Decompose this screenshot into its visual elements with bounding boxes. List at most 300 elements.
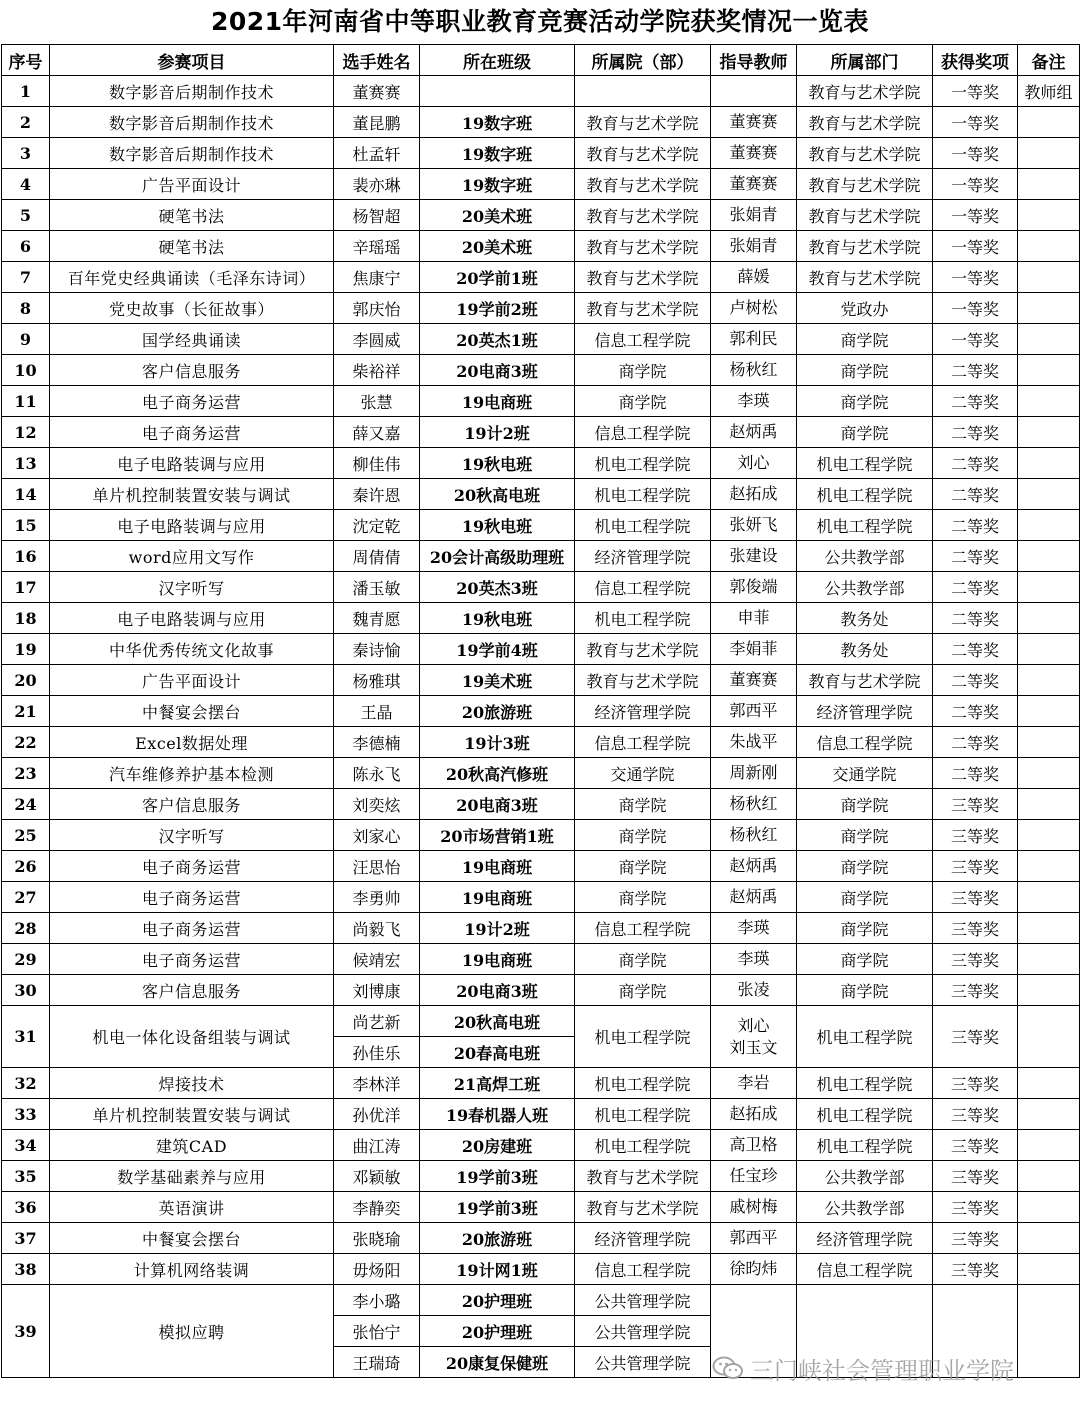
cell-college: 商学院 bbox=[575, 975, 711, 1006]
cell-dept: 经济管理学院 bbox=[797, 1223, 933, 1254]
cell-dept: 教育与艺术学院 bbox=[797, 262, 933, 293]
cell-dept: 商学院 bbox=[797, 789, 933, 820]
cell-index: 16 bbox=[2, 541, 50, 572]
cell-teacher: 任宝珍 bbox=[711, 1161, 797, 1192]
table-row bbox=[2, 851, 1080, 882]
cell-note bbox=[1018, 1254, 1080, 1285]
cell-award: 二等奖 bbox=[933, 696, 1018, 727]
cell-name: 曲江涛 bbox=[334, 1130, 420, 1161]
cell-project: 党史故事（长征故事） bbox=[50, 293, 334, 324]
table-row bbox=[2, 76, 1080, 107]
cell-class: 19计3班 bbox=[420, 727, 575, 758]
cell-teacher: 张凌 bbox=[711, 975, 797, 1006]
cell-dept: 党政办 bbox=[797, 293, 933, 324]
cell-name: 魏青愿 bbox=[334, 603, 420, 634]
cell-class: 19数字班 bbox=[420, 169, 575, 200]
cell-class: 21高焊工班 bbox=[420, 1068, 575, 1099]
cell-teacher: 李瑛 bbox=[711, 386, 797, 417]
cell-note bbox=[1018, 262, 1080, 293]
cell-teacher: 戚树梅 bbox=[711, 1192, 797, 1223]
cell-name: 周倩倩 bbox=[334, 541, 420, 572]
cell-teacher: 张妍飞 bbox=[711, 510, 797, 541]
cell-name: 李德楠 bbox=[334, 727, 420, 758]
cell-name: 秦许恩 bbox=[334, 479, 420, 510]
cell-dept: 教务处 bbox=[797, 603, 933, 634]
cell-note bbox=[1018, 448, 1080, 479]
cell-project: 模拟应聘 bbox=[50, 1285, 334, 1378]
cell-name: 候靖宏 bbox=[334, 944, 420, 975]
cell-project: 单片机控制装置安装与调试 bbox=[50, 479, 334, 510]
table-row bbox=[2, 634, 1080, 665]
cell-name: 李林洋 bbox=[334, 1068, 420, 1099]
cell-college: 经济管理学院 bbox=[575, 696, 711, 727]
cell-class: 20电商3班 bbox=[420, 355, 575, 386]
cell-award: 一等奖 bbox=[933, 262, 1018, 293]
cell-teacher: 赵拓成 bbox=[711, 1099, 797, 1130]
cell-index: 4 bbox=[2, 169, 50, 200]
cell-award: 三等奖 bbox=[933, 851, 1018, 882]
cell-index: 39 bbox=[2, 1285, 50, 1378]
cell-college: 教育与艺术学院 bbox=[575, 1192, 711, 1223]
cell-teacher: 李瑛 bbox=[711, 944, 797, 975]
cell-note bbox=[1018, 758, 1080, 789]
cell-teacher: 张娟青 bbox=[711, 231, 797, 262]
cell-dept: 公共教学部 bbox=[797, 1192, 933, 1223]
table-row bbox=[2, 758, 1080, 789]
cell-dept: 公共教学部 bbox=[797, 572, 933, 603]
cell-award: 三等奖 bbox=[933, 1068, 1018, 1099]
cell-class: 20旅游班 bbox=[420, 1223, 575, 1254]
cell-index: 36 bbox=[2, 1192, 50, 1223]
table-row bbox=[2, 1161, 1080, 1192]
cell-class: 20会计高级助理班 bbox=[420, 541, 575, 572]
cell-name: 董赛赛 bbox=[334, 76, 420, 107]
cell-index: 3 bbox=[2, 138, 50, 169]
cell-teacher: 董赛赛 bbox=[711, 138, 797, 169]
cell-class: 20英杰1班 bbox=[420, 324, 575, 355]
cell-college: 商学院 bbox=[575, 944, 711, 975]
cell-college bbox=[575, 76, 711, 107]
cell-college: 机电工程学院 bbox=[575, 1006, 711, 1068]
cell-project: 电子商务运营 bbox=[50, 851, 334, 882]
cell-teacher: 李岩 bbox=[711, 1068, 797, 1099]
cell-index: 19 bbox=[2, 634, 50, 665]
table-row bbox=[2, 1068, 1080, 1099]
cell-name: 尚毅飞 bbox=[334, 913, 420, 944]
cell-name: 刘家心 bbox=[334, 820, 420, 851]
cell-teacher: 赵炳禹 bbox=[711, 882, 797, 913]
cell-teacher: 李娟菲 bbox=[711, 634, 797, 665]
cell-college: 信息工程学院 bbox=[575, 572, 711, 603]
cell-award: 一等奖 bbox=[933, 169, 1018, 200]
cell-index: 13 bbox=[2, 448, 50, 479]
cell-project: 中华优秀传统文化故事 bbox=[50, 634, 334, 665]
cell-class: 19学前4班 bbox=[420, 634, 575, 665]
table-row bbox=[2, 913, 1080, 944]
cell-dept: 教育与艺术学院 bbox=[797, 665, 933, 696]
cell-class: 20电商3班 bbox=[420, 975, 575, 1006]
cell-project: 数学基础素养与应用 bbox=[50, 1161, 334, 1192]
cell-project: 汽车维修养护基本检测 bbox=[50, 758, 334, 789]
cell-dept: 教务处 bbox=[797, 634, 933, 665]
table-row bbox=[2, 1130, 1080, 1161]
cell-award: 三等奖 bbox=[933, 1130, 1018, 1161]
cell-name: 董昆鹏 bbox=[334, 107, 420, 138]
header-index: 序号 bbox=[2, 45, 50, 76]
cell-name: 陈永飞 bbox=[334, 758, 420, 789]
cell-class: 19计2班 bbox=[420, 417, 575, 448]
cell-index: 29 bbox=[2, 944, 50, 975]
cell-award: 二等奖 bbox=[933, 541, 1018, 572]
cell-name: 李勇帅 bbox=[334, 882, 420, 913]
cell-index: 35 bbox=[2, 1161, 50, 1192]
cell-college: 机电工程学院 bbox=[575, 479, 711, 510]
cell-name: 杨智超 bbox=[334, 200, 420, 231]
cell-project: 焊接技术 bbox=[50, 1068, 334, 1099]
cell-name: 刘博康 bbox=[334, 975, 420, 1006]
table-row bbox=[2, 572, 1080, 603]
cell-index: 5 bbox=[2, 200, 50, 231]
cell-name: 李小璐 bbox=[334, 1285, 420, 1316]
cell-class: 20秋高汽修班 bbox=[420, 758, 575, 789]
cell-name: 刘奕炫 bbox=[334, 789, 420, 820]
cell-college: 商学院 bbox=[575, 882, 711, 913]
cell-award: 三等奖 bbox=[933, 1223, 1018, 1254]
cell-index: 21 bbox=[2, 696, 50, 727]
cell-teacher: 申菲 bbox=[711, 603, 797, 634]
cell-note bbox=[1018, 634, 1080, 665]
cell-note: 教师组 bbox=[1018, 76, 1080, 107]
cell-note bbox=[1018, 603, 1080, 634]
cell-college: 机电工程学院 bbox=[575, 448, 711, 479]
cell-award: 二等奖 bbox=[933, 448, 1018, 479]
cell-name: 杨雅琪 bbox=[334, 665, 420, 696]
cell-name: 薛又嘉 bbox=[334, 417, 420, 448]
cell-class: 20护理班 bbox=[420, 1285, 575, 1316]
table-row bbox=[2, 820, 1080, 851]
header-award: 获得奖项 bbox=[933, 45, 1018, 76]
cell-teacher: 董赛赛 bbox=[711, 665, 797, 696]
table-row bbox=[2, 603, 1080, 634]
cell-class: 19秋电班 bbox=[420, 510, 575, 541]
cell-award: 二等奖 bbox=[933, 665, 1018, 696]
cell-index: 25 bbox=[2, 820, 50, 851]
cell-project: 客户信息服务 bbox=[50, 789, 334, 820]
header-class: 所在班级 bbox=[420, 45, 575, 76]
cell-dept: 机电工程学院 bbox=[797, 479, 933, 510]
cell-project: 广告平面设计 bbox=[50, 665, 334, 696]
table-row bbox=[2, 789, 1080, 820]
cell-award: 二等奖 bbox=[933, 727, 1018, 758]
cell-project: 电子电路装调与应用 bbox=[50, 603, 334, 634]
cell-class: 19电商班 bbox=[420, 386, 575, 417]
cell-college: 机电工程学院 bbox=[575, 1130, 711, 1161]
cell-college: 公共管理学院 bbox=[575, 1347, 711, 1378]
cell-teacher: 李瑛 bbox=[711, 913, 797, 944]
table-row bbox=[2, 1223, 1080, 1254]
cell-class: 19美术班 bbox=[420, 665, 575, 696]
cell-project: 客户信息服务 bbox=[50, 975, 334, 1006]
cell-name: 尚艺新 bbox=[334, 1006, 420, 1037]
cell-college: 教育与艺术学院 bbox=[575, 107, 711, 138]
cell-name: 邓颖敏 bbox=[334, 1161, 420, 1192]
cell-class: 19计2班 bbox=[420, 913, 575, 944]
cell-project: 电子电路装调与应用 bbox=[50, 510, 334, 541]
cell-dept: 机电工程学院 bbox=[797, 1068, 933, 1099]
cell-project: 计算机网络装调 bbox=[50, 1254, 334, 1285]
cell-class: 20康复保健班 bbox=[420, 1347, 575, 1378]
cell-class: 20旅游班 bbox=[420, 696, 575, 727]
cell-college: 商学院 bbox=[575, 386, 711, 417]
cell-note bbox=[1018, 882, 1080, 913]
cell-name: 汪思怡 bbox=[334, 851, 420, 882]
table-row bbox=[2, 696, 1080, 727]
cell-dept: 商学院 bbox=[797, 882, 933, 913]
cell-note bbox=[1018, 169, 1080, 200]
cell-college: 公共管理学院 bbox=[575, 1285, 711, 1316]
cell-index: 23 bbox=[2, 758, 50, 789]
cell-college: 商学院 bbox=[575, 355, 711, 386]
cell-project: 广告平面设计 bbox=[50, 169, 334, 200]
cell-name: 毋炀阳 bbox=[334, 1254, 420, 1285]
cell-note bbox=[1018, 1285, 1080, 1378]
cell-name: 秦诗愉 bbox=[334, 634, 420, 665]
cell-dept: 公共教学部 bbox=[797, 1161, 933, 1192]
cell-dept: 教育与艺术学院 bbox=[797, 107, 933, 138]
cell-name: 杜孟轩 bbox=[334, 138, 420, 169]
table-row bbox=[2, 1099, 1080, 1130]
cell-note bbox=[1018, 944, 1080, 975]
cell-index: 37 bbox=[2, 1223, 50, 1254]
cell-note bbox=[1018, 727, 1080, 758]
cell-note bbox=[1018, 789, 1080, 820]
cell-dept: 商学院 bbox=[797, 324, 933, 355]
cell-award: 二等奖 bbox=[933, 603, 1018, 634]
cell-project: 中餐宴会摆台 bbox=[50, 1223, 334, 1254]
cell-index: 10 bbox=[2, 355, 50, 386]
cell-note bbox=[1018, 1006, 1080, 1068]
cell-note bbox=[1018, 1130, 1080, 1161]
cell-award: 三等奖 bbox=[933, 1161, 1018, 1192]
cell-index: 24 bbox=[2, 789, 50, 820]
cell-dept bbox=[797, 1285, 933, 1378]
cell-name: 李静奕 bbox=[334, 1192, 420, 1223]
cell-project: 百年党史经典诵读（毛泽东诗词） bbox=[50, 262, 334, 293]
cell-index: 28 bbox=[2, 913, 50, 944]
cell-college: 信息工程学院 bbox=[575, 417, 711, 448]
cell-teacher: 郭俊端 bbox=[711, 572, 797, 603]
cell-dept: 商学院 bbox=[797, 355, 933, 386]
cell-award bbox=[933, 1285, 1018, 1378]
cell-name: 孙佳乐 bbox=[334, 1037, 420, 1068]
table-row bbox=[2, 1192, 1080, 1223]
cell-class: 19计网1班 bbox=[420, 1254, 575, 1285]
cell-college: 教育与艺术学院 bbox=[575, 169, 711, 200]
cell-college: 教育与艺术学院 bbox=[575, 231, 711, 262]
cell-project: 硬笔书法 bbox=[50, 200, 334, 231]
cell-name: 张晓瑜 bbox=[334, 1223, 420, 1254]
table-row bbox=[2, 231, 1080, 262]
awards-table bbox=[1, 44, 1080, 1378]
cell-dept: 公共教学部 bbox=[797, 541, 933, 572]
cell-award: 三等奖 bbox=[933, 789, 1018, 820]
cell-teacher: 赵炳禹 bbox=[711, 851, 797, 882]
cell-index: 18 bbox=[2, 603, 50, 634]
cell-award: 一等奖 bbox=[933, 138, 1018, 169]
table-row bbox=[2, 169, 1080, 200]
cell-class: 19电商班 bbox=[420, 944, 575, 975]
cell-teacher: 郭西平 bbox=[711, 1223, 797, 1254]
cell-project: 电子商务运营 bbox=[50, 417, 334, 448]
cell-dept: 商学院 bbox=[797, 975, 933, 1006]
table-row bbox=[2, 541, 1080, 572]
cell-dept: 教育与艺术学院 bbox=[797, 231, 933, 262]
cell-college: 经济管理学院 bbox=[575, 541, 711, 572]
cell-project: 电子商务运营 bbox=[50, 944, 334, 975]
cell-note bbox=[1018, 324, 1080, 355]
cell-project: 数字影音后期制作技术 bbox=[50, 76, 334, 107]
cell-teacher: 郭利民 bbox=[711, 324, 797, 355]
cell-note bbox=[1018, 975, 1080, 1006]
cell-college: 机电工程学院 bbox=[575, 1068, 711, 1099]
cell-note bbox=[1018, 107, 1080, 138]
table-row bbox=[2, 944, 1080, 975]
cell-award: 一等奖 bbox=[933, 293, 1018, 324]
cell-dept: 商学院 bbox=[797, 944, 933, 975]
cell-college: 教育与艺术学院 bbox=[575, 634, 711, 665]
cell-name: 柳佳伟 bbox=[334, 448, 420, 479]
cell-name: 李圆威 bbox=[334, 324, 420, 355]
cell-college: 机电工程学院 bbox=[575, 603, 711, 634]
cell-note bbox=[1018, 820, 1080, 851]
cell-index: 33 bbox=[2, 1099, 50, 1130]
header-note: 备注 bbox=[1018, 45, 1080, 76]
cell-index: 32 bbox=[2, 1068, 50, 1099]
cell-project: word应用文写作 bbox=[50, 541, 334, 572]
cell-project: 国学经典诵读 bbox=[50, 324, 334, 355]
cell-index: 8 bbox=[2, 293, 50, 324]
cell-index: 6 bbox=[2, 231, 50, 262]
cell-award: 三等奖 bbox=[933, 1254, 1018, 1285]
cell-college: 信息工程学院 bbox=[575, 324, 711, 355]
cell-project: 客户信息服务 bbox=[50, 355, 334, 386]
cell-class: 19秋电班 bbox=[420, 603, 575, 634]
cell-note bbox=[1018, 572, 1080, 603]
cell-project: 中餐宴会摆台 bbox=[50, 696, 334, 727]
table-row bbox=[2, 386, 1080, 417]
cell-award: 一等奖 bbox=[933, 107, 1018, 138]
cell-note bbox=[1018, 851, 1080, 882]
cell-award: 三等奖 bbox=[933, 1006, 1018, 1068]
cell-teacher bbox=[711, 1285, 797, 1378]
cell-project: 单片机控制装置安装与调试 bbox=[50, 1099, 334, 1130]
cell-index: 26 bbox=[2, 851, 50, 882]
cell-project: 电子商务运营 bbox=[50, 882, 334, 913]
cell-index: 34 bbox=[2, 1130, 50, 1161]
cell-class: 19秋电班 bbox=[420, 448, 575, 479]
cell-dept: 机电工程学院 bbox=[797, 1006, 933, 1068]
cell-dept: 教育与艺术学院 bbox=[797, 76, 933, 107]
cell-note bbox=[1018, 1099, 1080, 1130]
cell-note bbox=[1018, 355, 1080, 386]
cell-index: 15 bbox=[2, 510, 50, 541]
cell-college: 商学院 bbox=[575, 789, 711, 820]
cell-teacher: 薛媛 bbox=[711, 262, 797, 293]
cell-dept: 机电工程学院 bbox=[797, 1099, 933, 1130]
table-row bbox=[2, 1285, 1080, 1316]
header-college: 所属院（部） bbox=[575, 45, 711, 76]
cell-index: 27 bbox=[2, 882, 50, 913]
cell-note bbox=[1018, 417, 1080, 448]
cell-project: 电子商务运营 bbox=[50, 913, 334, 944]
cell-index: 30 bbox=[2, 975, 50, 1006]
cell-project: 数字影音后期制作技术 bbox=[50, 107, 334, 138]
table-body bbox=[2, 76, 1080, 1378]
cell-class: 20市场营销1班 bbox=[420, 820, 575, 851]
cell-award: 二等奖 bbox=[933, 417, 1018, 448]
cell-award: 一等奖 bbox=[933, 231, 1018, 262]
cell-note bbox=[1018, 696, 1080, 727]
cell-teacher: 高卫格 bbox=[711, 1130, 797, 1161]
cell-award: 三等奖 bbox=[933, 975, 1018, 1006]
cell-class: 20美术班 bbox=[420, 231, 575, 262]
cell-teacher: 卢树松 bbox=[711, 293, 797, 324]
page-title: 2021年河南省中等职业教育竞赛活动学院获奖情况一览表 bbox=[210, 7, 870, 36]
cell-name: 张怡宁 bbox=[334, 1316, 420, 1347]
cell-index: 11 bbox=[2, 386, 50, 417]
cell-index: 31 bbox=[2, 1006, 50, 1068]
cell-note bbox=[1018, 665, 1080, 696]
cell-note bbox=[1018, 386, 1080, 417]
cell-note bbox=[1018, 510, 1080, 541]
cell-dept: 机电工程学院 bbox=[797, 1130, 933, 1161]
cell-college: 教育与艺术学院 bbox=[575, 1161, 711, 1192]
cell-project: 建筑CAD bbox=[50, 1130, 334, 1161]
cell-note bbox=[1018, 913, 1080, 944]
cell-project: 电子商务运营 bbox=[50, 386, 334, 417]
cell-college: 商学院 bbox=[575, 820, 711, 851]
cell-class: 19电商班 bbox=[420, 851, 575, 882]
cell-college: 信息工程学院 bbox=[575, 727, 711, 758]
cell-award: 三等奖 bbox=[933, 944, 1018, 975]
cell-teacher: 张娟青 bbox=[711, 200, 797, 231]
cell-teacher: 朱战平 bbox=[711, 727, 797, 758]
header-project: 参赛项目 bbox=[50, 45, 334, 76]
table-row bbox=[2, 324, 1080, 355]
table-row bbox=[2, 665, 1080, 696]
cell-index: 38 bbox=[2, 1254, 50, 1285]
cell-award: 二等奖 bbox=[933, 355, 1018, 386]
cell-college: 交通学院 bbox=[575, 758, 711, 789]
cell-teacher: 董赛赛 bbox=[711, 107, 797, 138]
cell-class: 20秋高电班 bbox=[420, 1006, 575, 1037]
cell-class: 19数字班 bbox=[420, 107, 575, 138]
cell-class: 19春机器人班 bbox=[420, 1099, 575, 1130]
cell-index: 22 bbox=[2, 727, 50, 758]
cell-note bbox=[1018, 1161, 1080, 1192]
cell-teacher: 杨秋红 bbox=[711, 789, 797, 820]
cell-index: 1 bbox=[2, 76, 50, 107]
cell-award: 二等奖 bbox=[933, 479, 1018, 510]
table-row bbox=[2, 510, 1080, 541]
cell-name: 王晶 bbox=[334, 696, 420, 727]
cell-class: 20学前1班 bbox=[420, 262, 575, 293]
cell-award: 二等奖 bbox=[933, 572, 1018, 603]
cell-class: 20春高电班 bbox=[420, 1037, 575, 1068]
cell-class: 19学前2班 bbox=[420, 293, 575, 324]
cell-college: 教育与艺术学院 bbox=[575, 665, 711, 696]
cell-award: 二等奖 bbox=[933, 386, 1018, 417]
